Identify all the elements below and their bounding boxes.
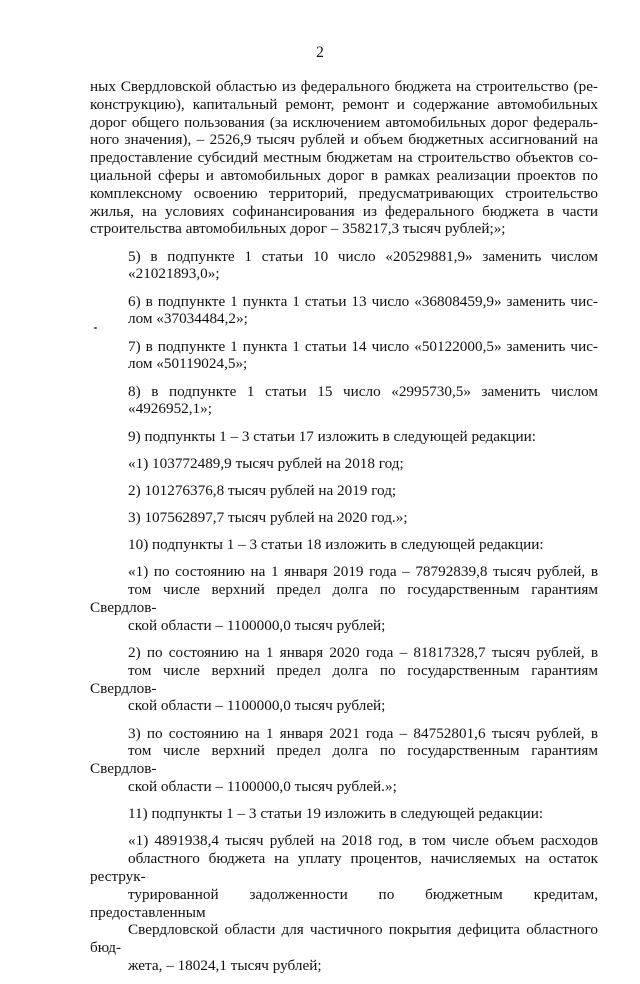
paragraph-p5 [90, 428, 598, 446]
text-line: ного значения), – 2526,9 тысяч рублей и объем бюджетных ассигнований на [90, 131, 598, 149]
paragraph-p10 [90, 563, 598, 634]
paragraph-p9 [90, 536, 598, 554]
text-line: областного бюджета на уплату процентов, начисляемых на остаток реструк- [90, 850, 598, 885]
text-line: 3) по состоянию на 1 января 2021 года – 84752801,6 тысяч рублей, в [128, 724, 598, 742]
text-line: ской области – 1100000,0 тысяч рублей; [128, 616, 386, 634]
text-line: Свердловской области для частичного покрытия дефицита областного бюд- [90, 921, 598, 957]
paragraph-p6 [90, 455, 598, 473]
text-line: дорог общего пользования (за исключением автомобильных дорог федераль- [90, 113, 598, 131]
paragraph-p1 [90, 248, 598, 284]
paragraph-p14 [90, 832, 598, 974]
paragraph-p2 [90, 293, 598, 329]
text-line: лом «50119024,5»; [128, 355, 248, 373]
text-line: «21021893,0»; [128, 265, 220, 283]
text-line: ской области – 1100000,0 тысяч рублей.»; [128, 777, 397, 795]
paragraph-p4 [90, 383, 598, 419]
text-line: 10) подпункты 1 – 3 статьи 18 изложить в следующей редакции: [128, 536, 544, 554]
paragraph-p7 [90, 482, 598, 500]
text-line: 5) в подпункте 1 статьи 10 число «20529881,9» заменить числом [128, 247, 598, 265]
text-line: турированной задолженности по бюджетным кредитам, предоставленным [90, 885, 598, 921]
paragraph-p8 [90, 509, 598, 527]
text-line: 9) подпункты 1 – 3 статьи 17 изложить в следующей редакции: [128, 427, 537, 445]
text-line: 11) подпункты 1 – 3 статьи 19 изложить в следующей редакции: [128, 805, 544, 823]
paragraph-p0 [90, 78, 598, 238]
text-line: том числе верхний предел долга по государственным гарантиям Свердлов- [90, 661, 598, 697]
text-line: «1) 103772489,9 тысяч рублей на 2018 год; [128, 454, 404, 472]
text-line: 8) в подпункте 1 статьи 15 число «2995730,5» заменить числом [128, 382, 598, 400]
page-number: 2 [316, 44, 324, 61]
text-line: строительства автомобильных дорог – 358217,3 тысяч рублей;»; [90, 220, 506, 238]
paragraph-p11 [90, 644, 598, 715]
paragraph-p13 [90, 805, 598, 823]
text-line: предоставление субсидий местным бюджетам на строительство объектов со- [90, 149, 598, 167]
text-line: циальной сферы и автомобильных дорог в рамках реализации проектов по [90, 166, 598, 184]
text-line: «1) 4891938,4 тысяч рублей на 2018 год, в том числе объем расходов [128, 832, 598, 850]
text-line: жета, – 18024,1 тысяч рублей; [128, 956, 322, 974]
paragraph-p12 [90, 725, 598, 796]
text-line: 7) в подпункте 1 пункта 1 статьи 14 число «50122000,5» заменить чис- [128, 337, 598, 355]
paragraph-p3 [90, 338, 598, 374]
text-line: лом «37034484,2»; [128, 310, 248, 328]
text-line: «4926952,1»; [128, 400, 212, 418]
text-line: комплексному освоению территорий, предусматривающих строительство [90, 184, 598, 202]
text-line: жилья, на условиях софинансирования из федерального бюджета в части [90, 202, 598, 220]
text-line: «1) по состоянию на 1 января 2019 года – 78792839,8 тысяч рублей, в [128, 563, 598, 581]
text-line: ской области – 1100000,0 тысяч рублей; [128, 697, 386, 715]
text-line: 2) по состоянию на 1 января 2020 года – 81817328,7 тысяч рублей, в [128, 644, 598, 662]
text-line: том числе верхний предел долга по государственным гарантиям Свердлов- [90, 742, 598, 778]
text-line: 3) 107562897,7 тысяч рублей на 2020 год.»; [128, 509, 408, 527]
document-body [90, 78, 598, 984]
text-line: 6) в подпункте 1 пункта 1 статьи 13 число «36808459,9» заменить чис- [128, 292, 598, 310]
text-line: том числе верхний предел долга по государственным гарантиям Свердлов- [90, 581, 598, 617]
text-line: 2) 101276376,8 тысяч рублей на 2019 год; [128, 481, 397, 499]
text-line: ных Свердловской областью из федерального бюджета на строительство (ре- [90, 78, 598, 95]
text-line: конструкцию), капитальный ремонт, ремонт и содержание автомобильных [90, 95, 598, 113]
